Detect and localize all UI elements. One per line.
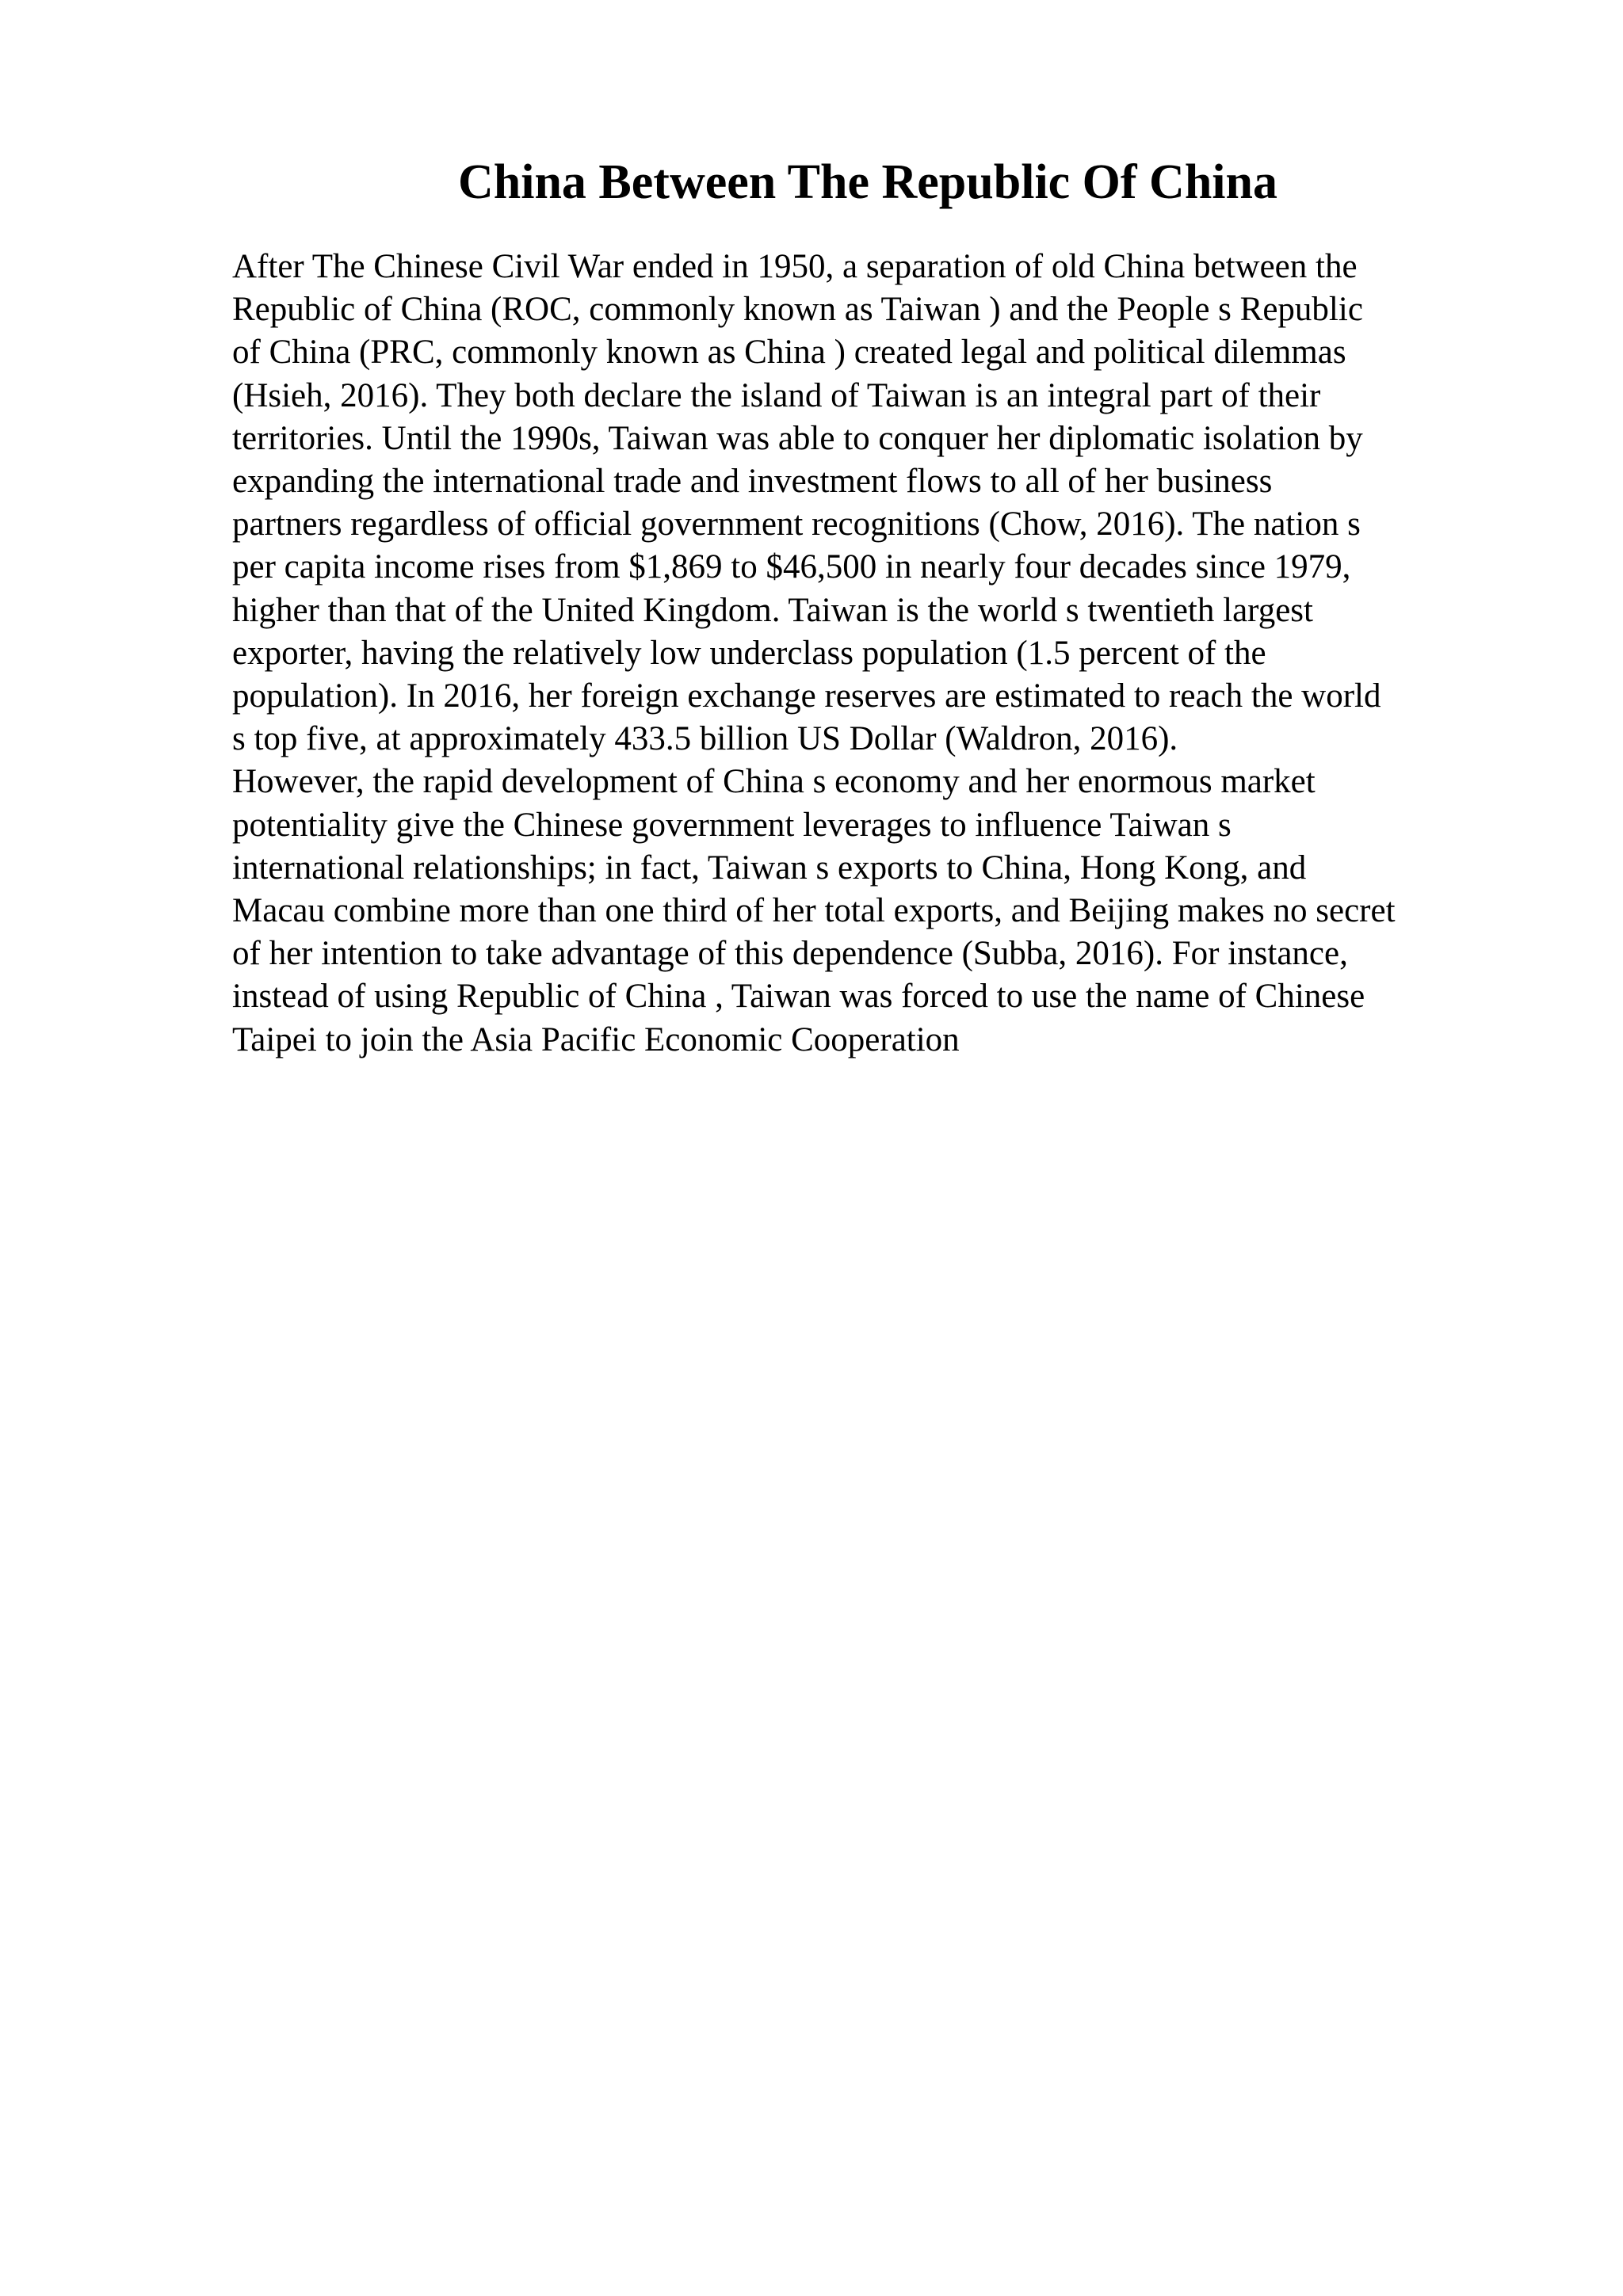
body-line: partners regardless of official government recognitions (Chow, 2016). The nation s: [232, 505, 1361, 543]
body-line: Macau combine more than one third of her total exports, and Beijing makes no secret: [232, 892, 1396, 930]
body-line: (Hsieh, 2016). They both declare the island of Taiwan is an integral part of their: [232, 376, 1321, 414]
body-line: Republic of China (ROC, commonly known as Taiwan ) and the People s Republic: [232, 291, 1363, 329]
body-line: territories. Until the 1990s, Taiwan was able to conquer her diplomatic isolation by: [232, 419, 1363, 457]
body-line: instead of using Republic of China , Taiwan was forced to use the name of Chinese: [232, 978, 1365, 1016]
body-line: Taipei to join the Asia Pacific Economic Cooperation: [232, 1020, 960, 1058]
body-line: potentiality give the Chinese government leverages to influence Taiwan s: [232, 806, 1232, 844]
body-line: After The Chinese Civil War ended in 1950, a separation of old China between the: [232, 248, 1358, 285]
body-line: However, the rapid development of China s economy and her enormous market: [232, 763, 1316, 801]
body-line: exporter, having the relatively low underclass population (1.5 percent of the: [232, 634, 1266, 672]
body-line: s top five, at approximately 433.5 billion US Dollar (Waldron, 2016).: [232, 720, 1178, 758]
document-title: China Between The Republic Of China: [457, 155, 1278, 209]
body-line: of China (PRC, commonly known as China ) created legal and political dilemmas: [232, 334, 1346, 372]
body-line: of her intention to take advantage of this dependence (Subba, 2016). For instance,: [232, 935, 1348, 973]
body-line: higher than that of the United Kingdom. Taiwan is the world s twentieth largest: [232, 591, 1313, 629]
body-line: population). In 2016, her foreign exchange reserves are estimated to reach the world: [232, 677, 1381, 715]
body-line: international relationships; in fact, Taiwan s exports to China, Hong Kong, and: [232, 849, 1307, 887]
body-line: expanding the international trade and investment flows to all of her business: [232, 463, 1273, 501]
document-body: [232, 246, 1516, 1062]
body-line: per capita income rises from $1,869 to $46,500 in nearly four decades since 1979,: [232, 548, 1351, 586]
